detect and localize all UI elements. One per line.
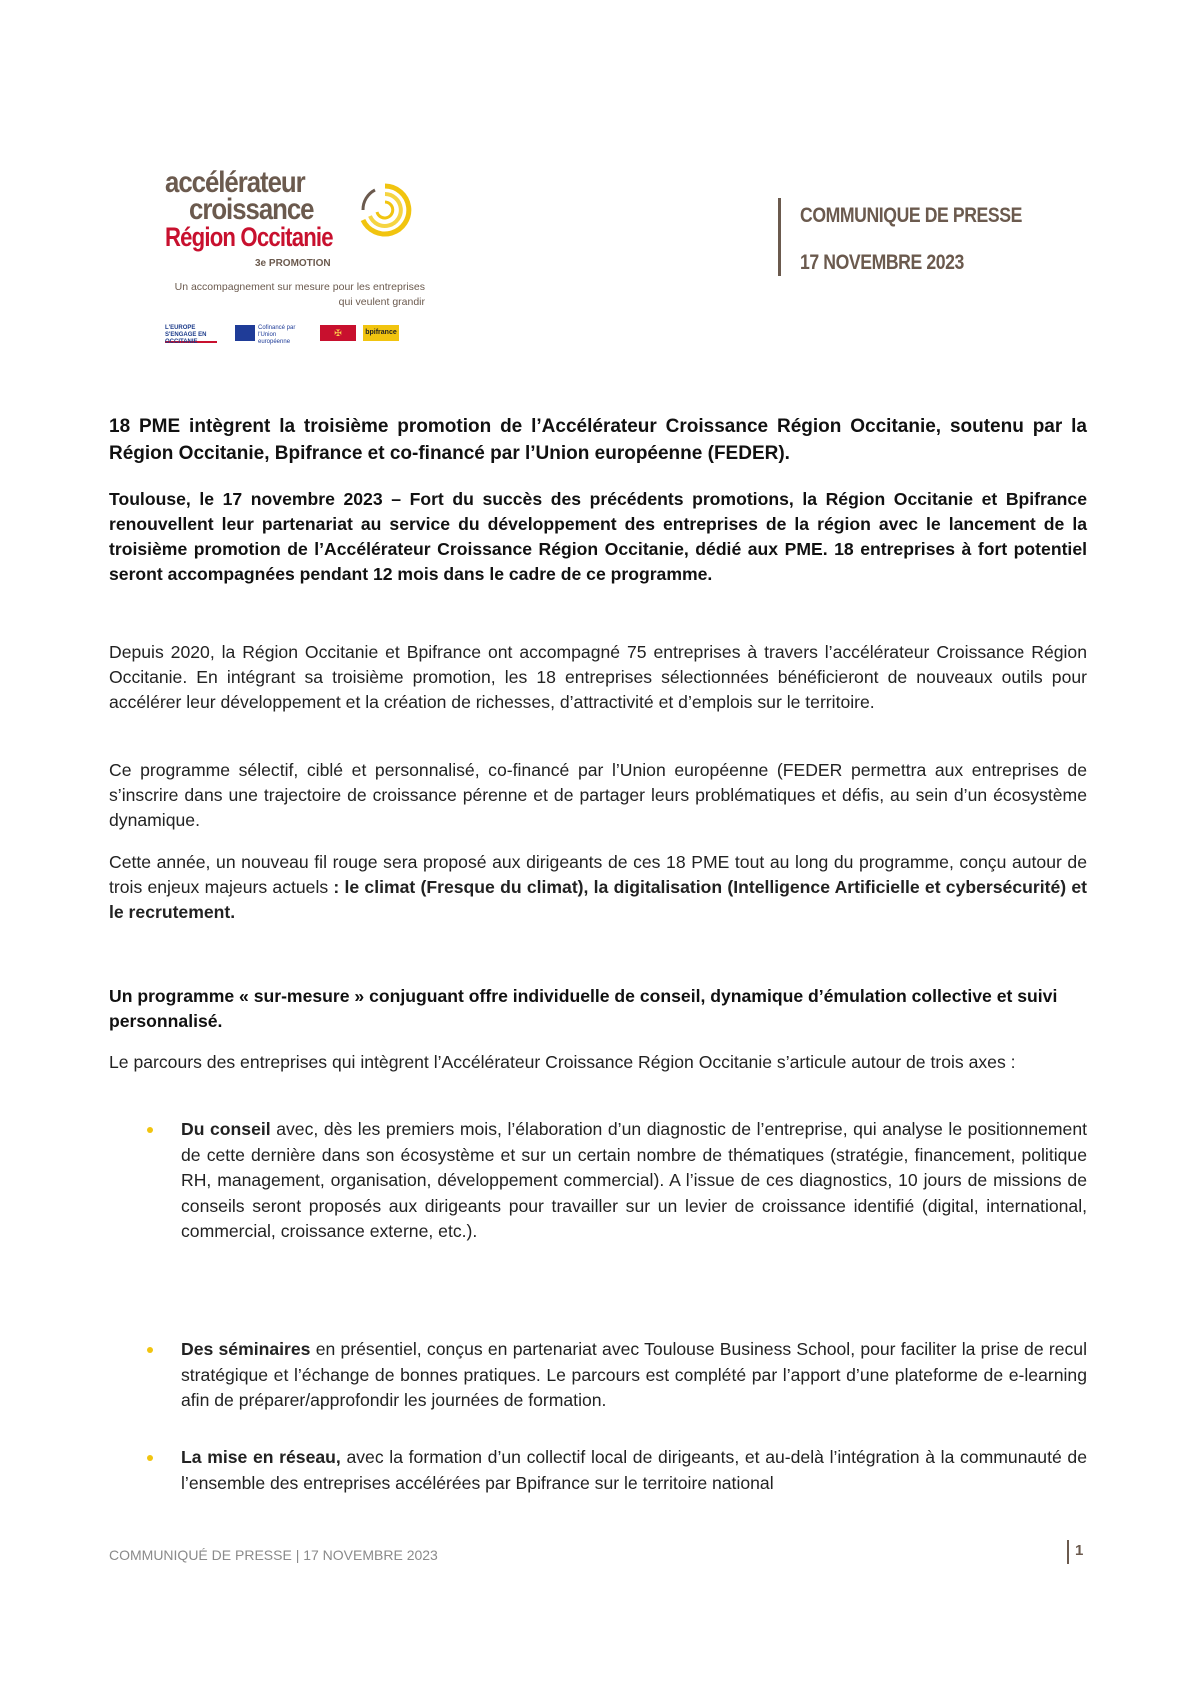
partner-logos <box>165 325 415 343</box>
paragraph-1: Depuis 2020, la Région Occitanie et Bpifrance ont accompagné 75 entreprises à travers l’accélérateur Croissance Région Occitanie. En intégrant sa troisième promotion, les 18 entreprises sélectionnées bénéficieront de nouveaux outils pour accélérer leur développement et la création de richesses, d’attractivité et d’emplois sur le territoire. <box>109 642 1087 712</box>
bullet-dot-icon <box>147 1347 153 1353</box>
logo-line-accelerateur: accélérateur <box>165 166 305 199</box>
bullet-title: Des séminaires <box>181 1339 311 1359</box>
europe-occitanie-logo: L'EUROPE S'ENGAGE EN OCCITANIE <box>165 325 217 343</box>
header-divider <box>778 198 781 276</box>
bullet-text: avec, dès les premiers mois, l’élaboration d’un diagnostic de l’entreprise, qui analyse le positionnement de cette dernière dans son écosystème et sur un certain nombre de thématiques (stratégie, financement, politique RH, management, organisation, développement commercial). A l’issue de ces diagnostics, 10 jours de missions de conseils seront proposés aux dirigeants pour travailler sur un levier de croissance identifié (digital, international, commercial, croissance externe, etc.). <box>181 1119 1088 1241</box>
bullet-dot-icon <box>147 1455 153 1461</box>
paragraph-2: Ce programme sélectif, ciblé et personnalisé, co-financé par l’Union européenne (FEDER permettra aux entreprises de s’inscrire dans une trajectoire de croissance pérenne et de partager leurs problématiques et défis, au sein d’un écosystème dynamique. <box>109 760 1087 830</box>
bullet-text: en présentiel, conçus en partenariat avec Toulouse Business School, pour faciliter la prise de recul stratégique et l’échange de bonnes pratiques. Le parcours est complété par l’apport d’une plateforme de e-learning afin de préparer/approfondir les journées de formation. <box>181 1339 1087 1410</box>
press-title: 18 PME intègrent la troisième promotion de l’Accélérateur Croissance Région Occitanie, soutenu par la Région Occitanie, Bpifrance et co-financé par l’Union européenne (FEDER). <box>109 416 1087 464</box>
paragraph-4: Le parcours des entreprises qui intègrent l’Accélérateur Croissance Région Occitanie s’articule autour de trois axes : <box>109 1052 1016 1072</box>
page-footer: COMMUNIQUÉ DE PRESSE | 17 NOVEMBRE 2023 <box>109 1547 438 1563</box>
logo-tagline-1: Un accompagnement sur mesure pour les entreprises <box>174 281 425 293</box>
bpifrance-logo: bpifrance <box>363 325 399 341</box>
eu-flag-icon <box>235 325 255 341</box>
bullet-item <box>181 1117 1087 1245</box>
paragraph-3-bold: : le climat (Fresque du climat), la digitalisation (Intelligence Artificielle et cybersécurité) et le recrutement. <box>109 877 1087 922</box>
logo-promotion: 3e PROMOTION <box>255 258 331 269</box>
bullet-dot-icon <box>147 1127 153 1133</box>
footer-divider <box>1067 1540 1069 1564</box>
logo-line-croissance: croissance <box>189 193 314 226</box>
paragraph-3-text: Cette année, un nouveau fil rouge sera proposé aux dirigeants de ces 18 PME tout au long du programme, conçu autour de trois enjeux majeurs actuels <box>109 852 1087 897</box>
lead-paragraph: Toulouse, le 17 novembre 2023 – Fort du succès des précédents promotions, la Région Occitanie et Bpifrance renouvellent leur partenariat au service du développement des entreprises de la région avec le lancement de la troisième promotion de l’Accélérateur Croissance Région Occitanie, dédié aux PME. 18 entreprises à fort potentiel seront accompagnées pendant 12 mois dans le cadre de ce programme. <box>109 489 1087 584</box>
header-date: 17 NOVEMBRE 2023 <box>800 251 964 274</box>
section-subheading: Un programme « sur-mesure » conjuguant offre individuelle de conseil, dynamique d’émulation collective et suivi personnalisé. <box>109 986 1058 1031</box>
bullet-text: avec la formation d’un collectif local de dirigeants, et au-delà l’intégration à la communauté de l’ensemble des entreprises accélérées par Bpifrance sur le territoire national <box>181 1447 1087 1493</box>
bullet-title: Du conseil <box>181 1119 271 1139</box>
logo-tagline-2: qui veulent grandir <box>338 296 425 308</box>
paragraph-3 <box>109 850 1087 925</box>
bullet-title: La mise en réseau, <box>181 1447 341 1467</box>
bullet-item <box>181 1445 1087 1496</box>
page-number: 1 <box>1075 1542 1084 1559</box>
bullet-item <box>181 1337 1087 1414</box>
eu-cofinance-logo: Cofinancé par l'Union européenne <box>258 325 296 345</box>
header-press-release: COMMUNIQUE DE PRESSE <box>800 204 1022 227</box>
accelerateur-logo <box>165 168 425 348</box>
logo-line-region: Région Occitanie <box>165 222 333 252</box>
occitanie-cross-icon: ✠ <box>320 325 356 341</box>
sun-swirl-icon <box>355 180 415 240</box>
